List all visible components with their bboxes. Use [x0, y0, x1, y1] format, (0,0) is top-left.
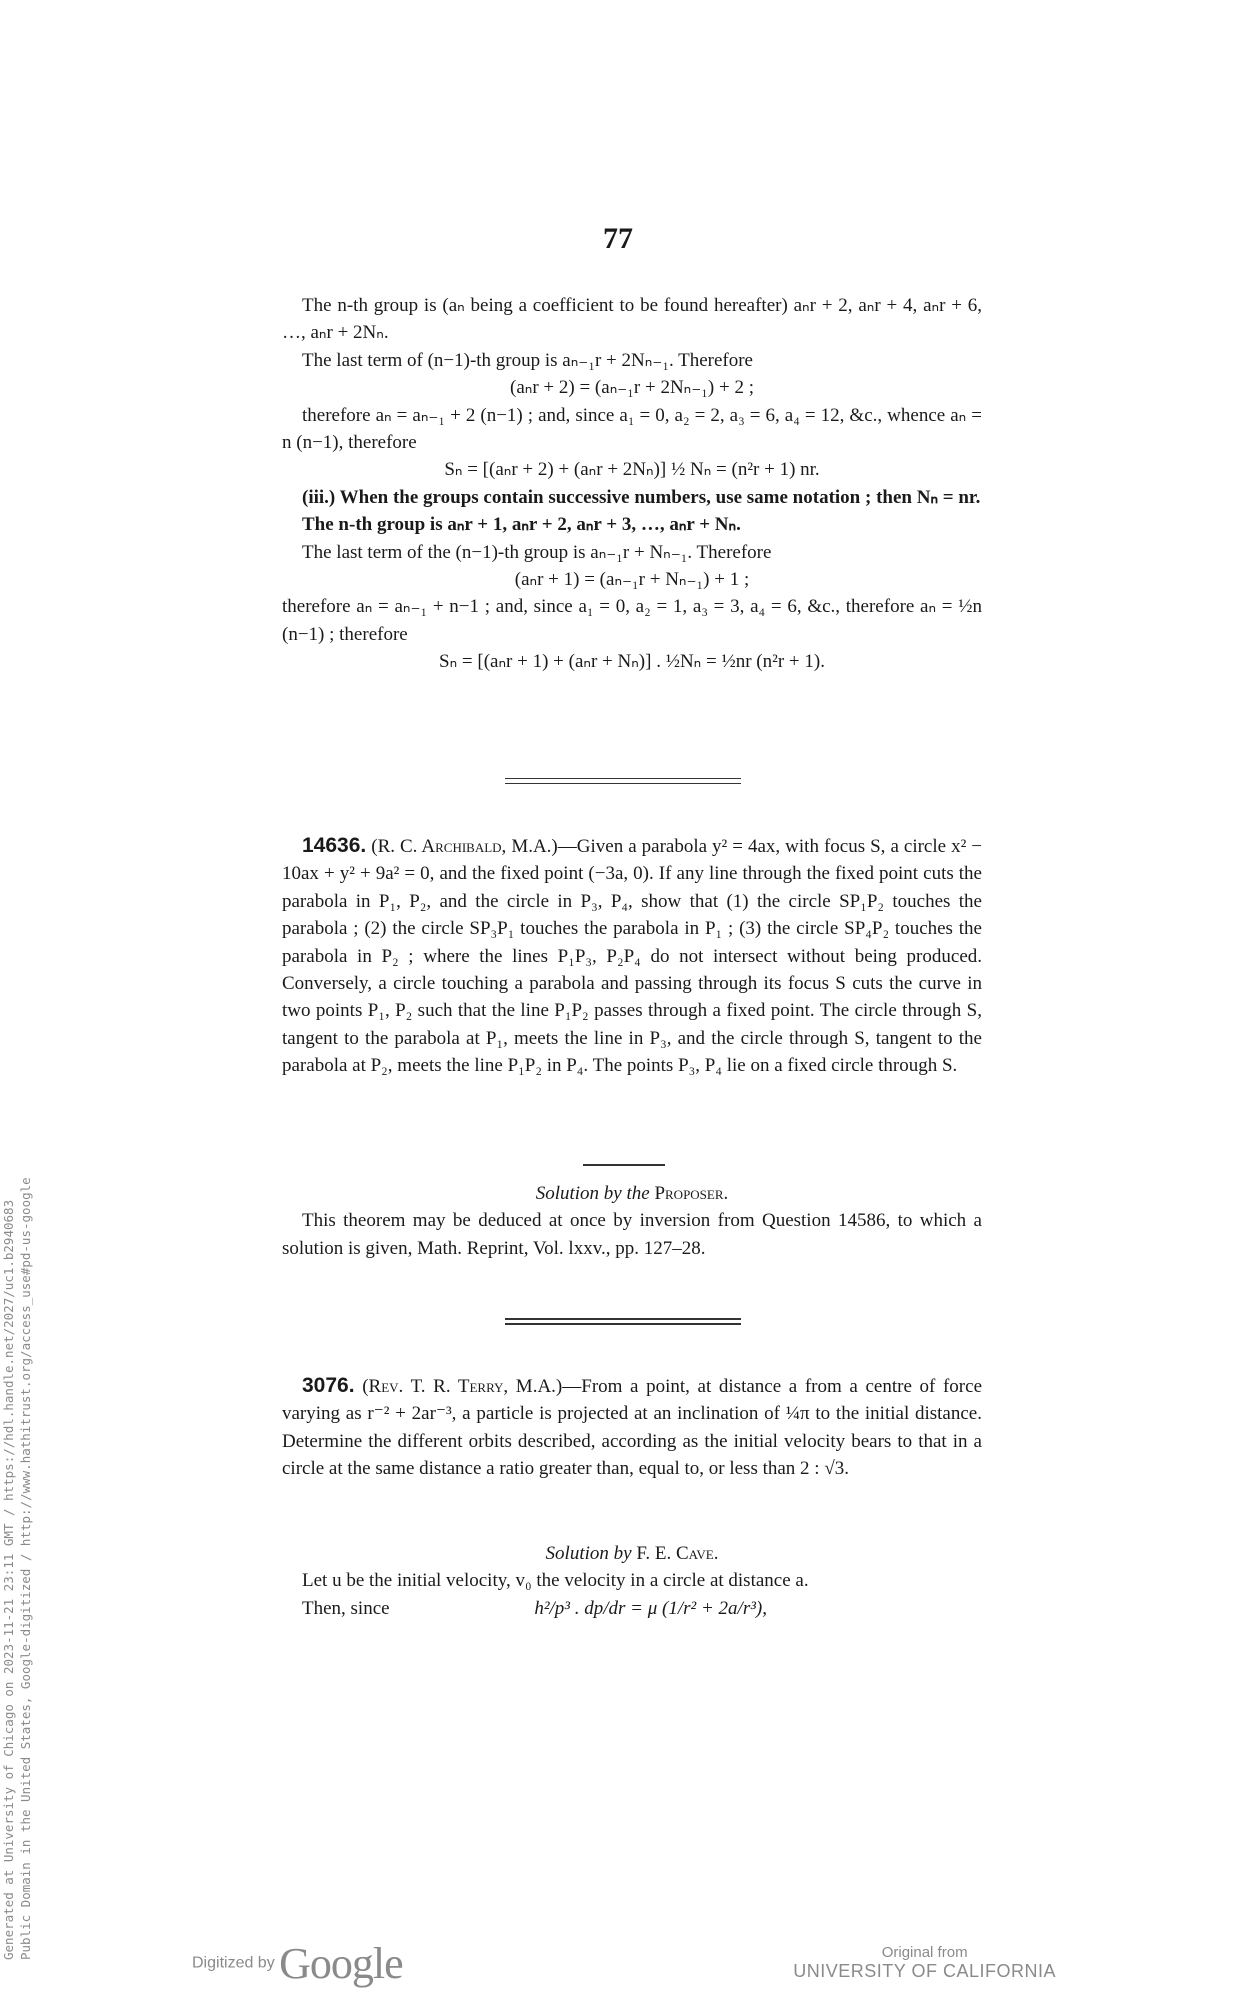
solution-text: This theorem may be deduced at once by inversion from Question 14586, to which a solution is given, Math. Reprint, Vol. lxxv., pp. 127–28. [282, 1210, 982, 1259]
section1-line: The last term of (n−1)-th group is aₙ₋₁r + 2Nₙ₋₁. Therefore [302, 349, 753, 371]
original-from [793, 1944, 1056, 1982]
section1-equation: Sₙ = [(aₙr + 2) + (aₙr + 2Nₙ)] ½ Nₙ = (n²r + 1) nr. [444, 459, 820, 481]
page-number: 77 [603, 222, 633, 255]
section-divider [505, 783, 741, 784]
solution-heading-prefix: Solution by [545, 1543, 632, 1564]
question-author: (R. C. Archibald, M.A.) [371, 836, 558, 857]
institution-name: UNIVERSITY OF CALIFORNIA [793, 1961, 1056, 1981]
question-text: —From a point, at distance a from a centre of force varying as r⁻² + 2ar⁻³, a particle is projected at an inclination of ¼π to the initial distance. Determine the different orbits described, according as the initial velocity bears to that in a circle at the same distance a ratio greater than, equal to, or less than 2 : √3. [282, 1376, 983, 1480]
google-logo: Google [279, 1939, 403, 1988]
section-divider [505, 778, 741, 779]
section1-text [282, 292, 982, 676]
question-14636 [282, 832, 982, 1080]
solution-14636 [282, 1180, 982, 1262]
question-text: —Given a parabola y² = 4ax, with focus S, a circle x² − 10ax + y² + 9a² = 0, and the fixed point (−3a, 0). If any line through the fixed point cuts the parabola in P₁, P₂, and the circle in P₃, P₄, show that (1) the circle SP₁P₂ touches the parabola ; (2) the circle SP₃P₁ touches the parabola in P₁ ; (3) the circle SP₄P₂ touches the parabola in P₂ ; where the lines P₁P₃, P₂P₄ do not intersect without being produced. Conversely, a circle touching a parabola and passing through its focus S cuts the curve in two points P₁, P₂ such that the line P₁P₂ passes through a fixed point. The circle through S, tangent to the parabola at P₁, meets the line in P₃, and the circle through S, tangent to the parabola at P₂, meets the line P₁P₂ in P₄. The points P₃, P₄ lie on a fixed circle through S. [282, 836, 982, 1077]
section-double-divider [505, 1318, 741, 1325]
side-stamp [0, 1177, 34, 1960]
section1-line: therefore aₙ = aₙ₋₁ + n−1 ; and, since a₁ = 0, a₂ = 1, a₃ = 3, a₄ = 6, &c., therefore aₙ = ½n (n−1) ; therefore [282, 596, 982, 645]
question-number: 14636. [302, 834, 367, 857]
solution-heading-prefix: Solution by the [535, 1183, 650, 1204]
section1-equation: Sₙ = [(aₙr + 1) + (aₙr + Nₙ)] . ½Nₙ = ½nr (n²r + 1). [439, 651, 825, 673]
question-3076 [282, 1372, 982, 1483]
solution-text: Let u be the initial velocity, v₀ the velocity in a circle at distance a. [302, 1570, 809, 1592]
digitized-by-label: Digitized by [192, 1954, 275, 1972]
solution-text-lead: Then, since [302, 1597, 390, 1619]
solution-heading-name: F. E. Cave. [636, 1543, 719, 1564]
original-from-label: Original from [881, 1944, 968, 1961]
section1-line: (iii.) When the groups contain successive numbers, use same notation ; then Nₙ = nr. [302, 486, 981, 508]
section1-equation: (aₙr + 2) = (aₙ₋₁r + 2Nₙ₋₁) + 2 ; [510, 377, 754, 399]
solution-formula: h²/p³ . dp/dr = μ (1/r² + 2a/r³), [534, 1597, 767, 1619]
section1-line: therefore aₙ = aₙ₋₁ + 2 (n−1) ; and, since a₁ = 0, a₂ = 2, a₃ = 6, a₄ = 12, &c., whence aₙ = n (n−1), therefore [282, 404, 982, 454]
short-rule [583, 1164, 665, 1166]
digitized-by [192, 1938, 403, 1989]
question-author: (Rev. T. R. Terry, M.A.) [362, 1376, 563, 1397]
side-stamp-line: Generated at University of Chicago on 2023-11-21 23:11 GMT / https://hdl.handle.net/2027/uc1.b2940683 [1, 1199, 16, 1960]
section1-line: The last term of the (n−1)-th group is aₙ₋₁r + Nₙ₋₁. Therefore [302, 541, 772, 563]
section1-line: The n-th group is aₙr + 1, aₙr + 2, aₙr + 3, …, aₙr + Nₙ. [302, 514, 741, 536]
section1-equation: (aₙr + 1) = (aₙ₋₁r + Nₙ₋₁) + 1 ; [514, 569, 750, 591]
solution-3076 [282, 1540, 982, 1622]
section1-line: The n-th group is (aₙ being a coefficient to be found hereafter) aₙr + 2, aₙr + 4, aₙr + 6, …, aₙr + 2Nₙ. [282, 295, 982, 344]
solution-heading-name: Proposer. [654, 1183, 729, 1204]
side-stamp-line: Public Domain in the United States, Google-digitized / http://www.hathitrust.org/access_use#pd-us-google [18, 1177, 33, 1960]
question-number: 3076. [302, 1374, 355, 1397]
